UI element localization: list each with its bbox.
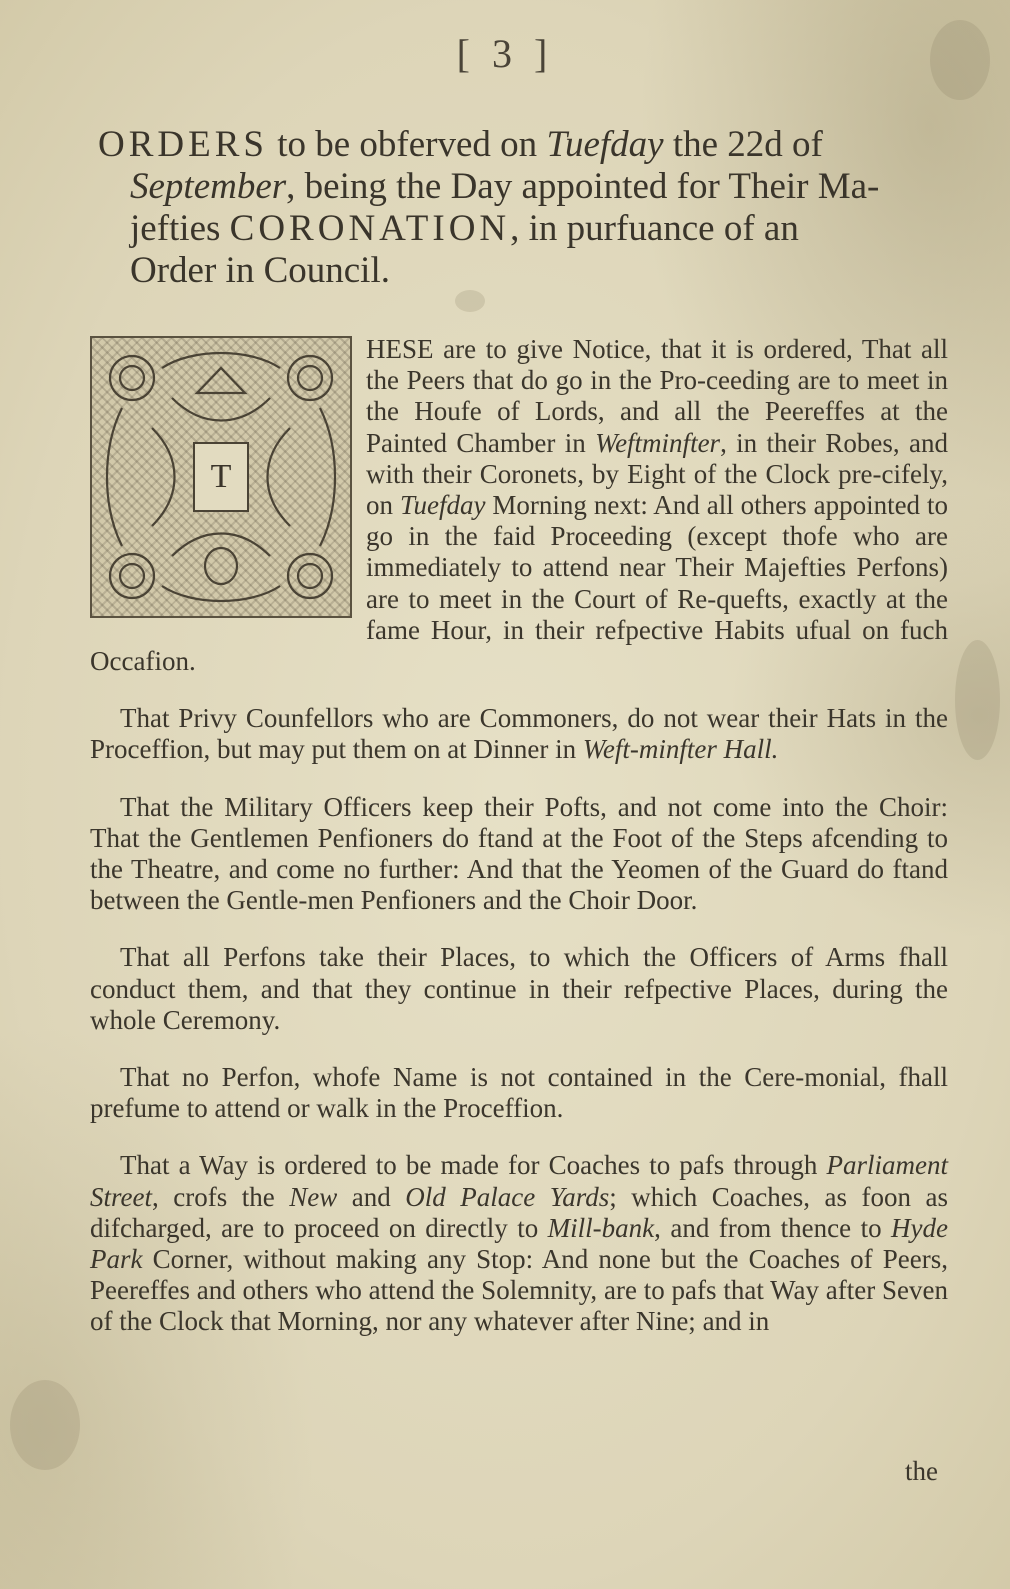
paper-stain (10, 1380, 80, 1470)
paragraph-ceremonial: That no Perfon, whofe Name is not contained in the Cere-monial, fhall prefume to attend or walk in the Proceffion. (90, 1062, 948, 1124)
paragraph-peers: T HESE are to give Notice, that it is ordered, That all the Peers that do go in the Pro-ceeding are to meet in the Houfe of Lords, and all the Peereffes at the Painted Chamber in Weftminfter, in their Robes, and with their Coronets, by Eight of the Clock pre-cifely, on Tuefday Morning next: And all others appointed to go in the faid Proceeding (except thofe who are immediately to attend near Their Majefties Perfons) are to meet in the Court of Re-quefts, exactly at the fame Hour, in their refpective Habits ufual on fuch Occafion. (90, 334, 948, 677)
paragraph-places: That all Perfons take their Places, to which the Officers of Arms fhall conduct them, and that they continue in their refpective Places, during the whole Ceremony. (90, 942, 948, 1035)
document-body (90, 334, 948, 1338)
page-number: [ 3 ] (456, 31, 554, 76)
decorated-initial (90, 336, 352, 618)
catchword: the (905, 1456, 938, 1486)
document-title: ORDERS to be obferved on Tuefday the 22d of September, being the Day appointed for Their Ma- jefties CORONATION, in purfuance of an Order in Council. (98, 124, 880, 291)
paper-stain (455, 290, 485, 312)
paper-stain (955, 640, 1000, 760)
paragraph-privy-counsellors: That Privy Counfellors who are Commoners, do not wear their Hats in the Proceffion, but may put them on at Dinner in Weft-minfter Hall. (90, 703, 948, 765)
paragraph-military-officers: That the Military Officers keep their Pofts, and not come into the Choir: That the Gentlemen Penfioners do ftand at the Foot of the Steps afcending to the Theatre, and come no further: And that the Yeomen of the Guard do ftand between the Gentle-men Penfioners and the Choir Door. (90, 791, 948, 916)
paragraph-coaches: That a Way is ordered to be made for Coaches to pafs through Parliament Street, crofs the New and Old Palace Yards; which Coaches, as foon as difcharged, are to proceed on directly to Mill-bank, and from thence to Hyde Park Corner, without making any Stop: And none but the Coaches of Peers, Peereffes and others who attend the Solemnity, are to pafs that Way after Seven of the Clock that Morning, nor any whatever after Nine; and in (90, 1150, 948, 1337)
initial-letter: T (193, 442, 249, 512)
